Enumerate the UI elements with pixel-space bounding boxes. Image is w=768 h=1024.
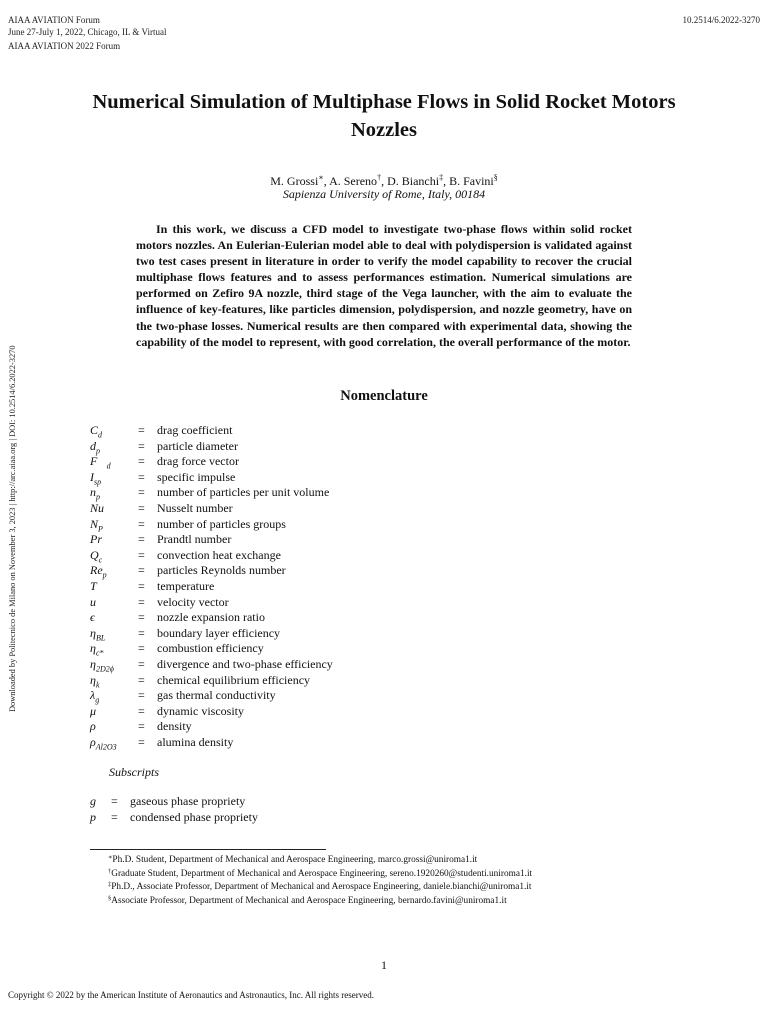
nomenclature-symbol <box>90 595 134 610</box>
equals-sign: = <box>138 423 145 437</box>
equals-sign: = <box>138 703 145 718</box>
affiliation: Sapienza University of Rome, Italy, 00184 <box>282 187 486 201</box>
nomenclature-definition: particle diameter <box>157 438 238 453</box>
nomenclature-definition: density <box>157 719 192 734</box>
conference-name: AIAA AVIATION Forum <box>8 15 100 25</box>
symbol-base: u⃗ <box>90 594 106 609</box>
nomenclature-symbol <box>90 579 134 594</box>
nomenclature-definition: chemical equilibrium efficiency <box>157 672 311 687</box>
nomenclature-symbol <box>90 735 134 754</box>
author-name: B. Favini <box>449 174 494 188</box>
symbol-subscript: sp <box>94 477 102 487</box>
equals-sign: = <box>138 641 145 656</box>
nomenclature-definition: combustion efficiency <box>157 641 264 656</box>
footnote-mark: † <box>377 173 382 182</box>
symbol-subscript: d <box>106 461 111 471</box>
symbol-subscript: c* <box>95 648 104 658</box>
download-watermark: Downloaded by Politecnico de Milano on November 3, 2023 | http://arc.aiaa.org | DOI: 10.2514/6.2022-3270 <box>8 345 17 712</box>
symbol-base: d <box>90 438 96 453</box>
author-name: M. Grossi <box>270 174 319 188</box>
symbol-base: Re <box>90 563 103 578</box>
symbol-subscript: P <box>98 523 103 533</box>
equals-sign: = <box>138 454 145 469</box>
subscript-definition: gaseous phase propriety <box>130 794 246 808</box>
conference-forum: AIAA AVIATION 2022 Forum <box>8 41 121 51</box>
footnote-mark: ‡ <box>439 173 444 182</box>
footnote-text: Ph.D. Student, Department of Mechanical and Aerospace Engineering, marco.grossi@uniroma1.it <box>112 855 478 865</box>
author-name: D. Bianchi <box>387 174 440 188</box>
symbol-subscript: c <box>98 555 103 565</box>
equals-sign: = <box>138 563 145 578</box>
symbol-subscript: p <box>102 570 107 580</box>
nomenclature-definition: drag force vector <box>157 454 239 469</box>
equals-sign: = <box>138 610 145 625</box>
symbol-subscript: BL <box>95 633 106 643</box>
footnote-divider <box>90 849 326 850</box>
nomenclature-symbol <box>90 719 134 734</box>
symbol-subscript: p <box>96 445 100 455</box>
symbol-base: η <box>90 641 96 656</box>
nomenclature-definition: particles Reynolds number <box>157 563 286 578</box>
symbol-subscript: Al2O3 <box>95 742 117 752</box>
paper-title: Numerical Simulation of Multiphase Flows in Solid Rocket Motors Nozzles <box>92 91 676 141</box>
nomenclature-definition: temperature <box>157 579 215 593</box>
nomenclature-symbol <box>90 704 134 719</box>
nomenclature-symbol <box>90 501 134 516</box>
nomenclature-definition: specific impulse <box>157 469 236 484</box>
nomenclature-definition: Prandtl number <box>157 532 232 547</box>
equals-sign: = <box>138 485 145 500</box>
abstract: In this work, we discuss a CFD model to investigate two-phase flows within solid rocket motors nozzles. An Eulerian-Eulerian model able to deal with polydispersion is validated against two test cases present in literature in order to verify the model capability to recover the crucial multiphase flows features and to assess performances estimation. Numerical simulations are performed on Zefiro 9A nozzle, third stage of the Vega launcher, with the aim to evaluate the influence of key-features, like particles dimension, polydispersion, and nozzle geometry, have on the two-phase losses. Numerical results are then compared with experimental data, showing the capability of the model to represent, with good correlation, the overall performance of the motor. <box>136 222 632 349</box>
nomenclature-definition: convection heat exchange <box>157 547 281 562</box>
footnote-mark: ‡ <box>108 881 112 888</box>
footnote <box>108 892 507 908</box>
equals-sign: = <box>138 625 145 640</box>
symbol-base: Q <box>90 547 99 562</box>
subscript-symbol: g <box>90 794 96 808</box>
nomenclature-definition: alumina density <box>157 735 234 749</box>
doi-header: 10.2514/6.2022-3270 <box>682 15 760 25</box>
equals-sign: = <box>138 688 145 703</box>
nomenclature-definition: number of particles groups <box>157 516 286 531</box>
nomenclature-definition: nozzle expansion ratio <box>157 610 265 625</box>
nomenclature-definition: Nusselt number <box>157 501 233 515</box>
symbol-base: F⃗ <box>90 454 107 469</box>
nomenclature-symbol <box>90 532 134 547</box>
nomenclature-definition: number of particles per unit volume <box>157 485 330 500</box>
symbol-base: ϵ <box>90 610 95 625</box>
footnote-text: Ph.D., Associate Professor, Department of Mechanical and Aerospace Engineering, daniele.bianchi@uniroma1.it <box>111 882 532 892</box>
symbol-subscript: g <box>95 695 100 705</box>
equals-sign: = <box>138 547 145 562</box>
footnote-mark: ∗ <box>318 173 324 182</box>
symbol-subscript: p <box>96 492 100 502</box>
equals-sign: = <box>138 516 145 531</box>
symbol-base: n <box>90 485 96 500</box>
equals-sign: = <box>138 469 145 484</box>
symbol-base: Nu <box>90 501 105 515</box>
symbol-subscript: d <box>98 430 103 440</box>
nomenclature-heading: Nomenclature <box>340 388 428 404</box>
equals-sign: = <box>138 657 145 671</box>
nomenclature-definition: gas thermal conductivity <box>157 688 276 703</box>
equals-sign: = <box>138 719 145 734</box>
nomenclature-definition: velocity vector <box>157 594 229 609</box>
equals-sign: = <box>138 579 145 593</box>
author-list: M. Grossi∗, A. Sereno†, D. Bianchi‡, B. Favini§ <box>270 173 498 188</box>
author-name: A. Sereno <box>329 174 378 188</box>
footnote-mark: § <box>108 894 112 902</box>
symbol-base: I <box>90 469 94 484</box>
equals-sign: = <box>138 501 145 515</box>
nomenclature-definition: dynamic viscosity <box>157 703 244 718</box>
footnote-text: Graduate Student, Department of Mechanical and Aerospace Engineering, sereno.1920260@studenti.uniroma1.it <box>111 868 533 879</box>
symbol-base: ρ <box>90 719 96 734</box>
equals-sign: = <box>138 672 145 687</box>
subscript-definition: condensed phase propriety <box>130 809 258 824</box>
equals-sign: = <box>111 794 118 808</box>
footnote-mark: § <box>493 173 498 182</box>
copyright-notice: Copyright © 2022 by the American Institute of Aeronautics and Astronautics, Inc. All rights reserved. <box>8 990 375 1000</box>
conference-dates: June 27-July 1, 2022, Chicago, IL & Virtual <box>8 27 167 37</box>
symbol-base: ρ <box>90 735 96 749</box>
page-number: 1 <box>381 958 387 972</box>
symbol-base: η <box>90 625 96 640</box>
symbol-base: C <box>90 423 99 437</box>
equals-sign: = <box>138 735 145 749</box>
symbol-base: μ <box>90 703 97 718</box>
footnote-mark: † <box>108 867 112 875</box>
symbol-subscript: k <box>95 679 100 689</box>
equals-sign: = <box>138 532 145 547</box>
footnote-text: Associate Professor, Department of Mechanical and Aerospace Engineering, bernardo.favini@uniroma1.it <box>111 895 507 906</box>
equals-sign: = <box>138 594 145 609</box>
symbol-base: η <box>90 672 96 687</box>
subscripts-heading: Subscripts <box>109 765 160 779</box>
symbol-base: λ <box>90 688 96 703</box>
symbol-base: N <box>90 516 99 531</box>
nomenclature-symbol <box>90 610 134 625</box>
nomenclature-definition: boundary layer efficiency <box>157 625 281 640</box>
equals-sign: = <box>111 809 118 824</box>
nomenclature-definition: divergence and two-phase efficiency <box>157 657 333 671</box>
symbol-base: η <box>90 657 96 671</box>
symbol-subscript: 2D2ϕ <box>95 664 114 674</box>
nomenclature-definition: drag coefficient <box>157 423 233 437</box>
symbol-base: T <box>90 579 97 593</box>
equals-sign: = <box>138 438 145 453</box>
footnote-mark: ∗ <box>108 854 113 861</box>
symbol-base: Pr <box>90 532 102 547</box>
subscript-symbol: p <box>90 809 96 824</box>
